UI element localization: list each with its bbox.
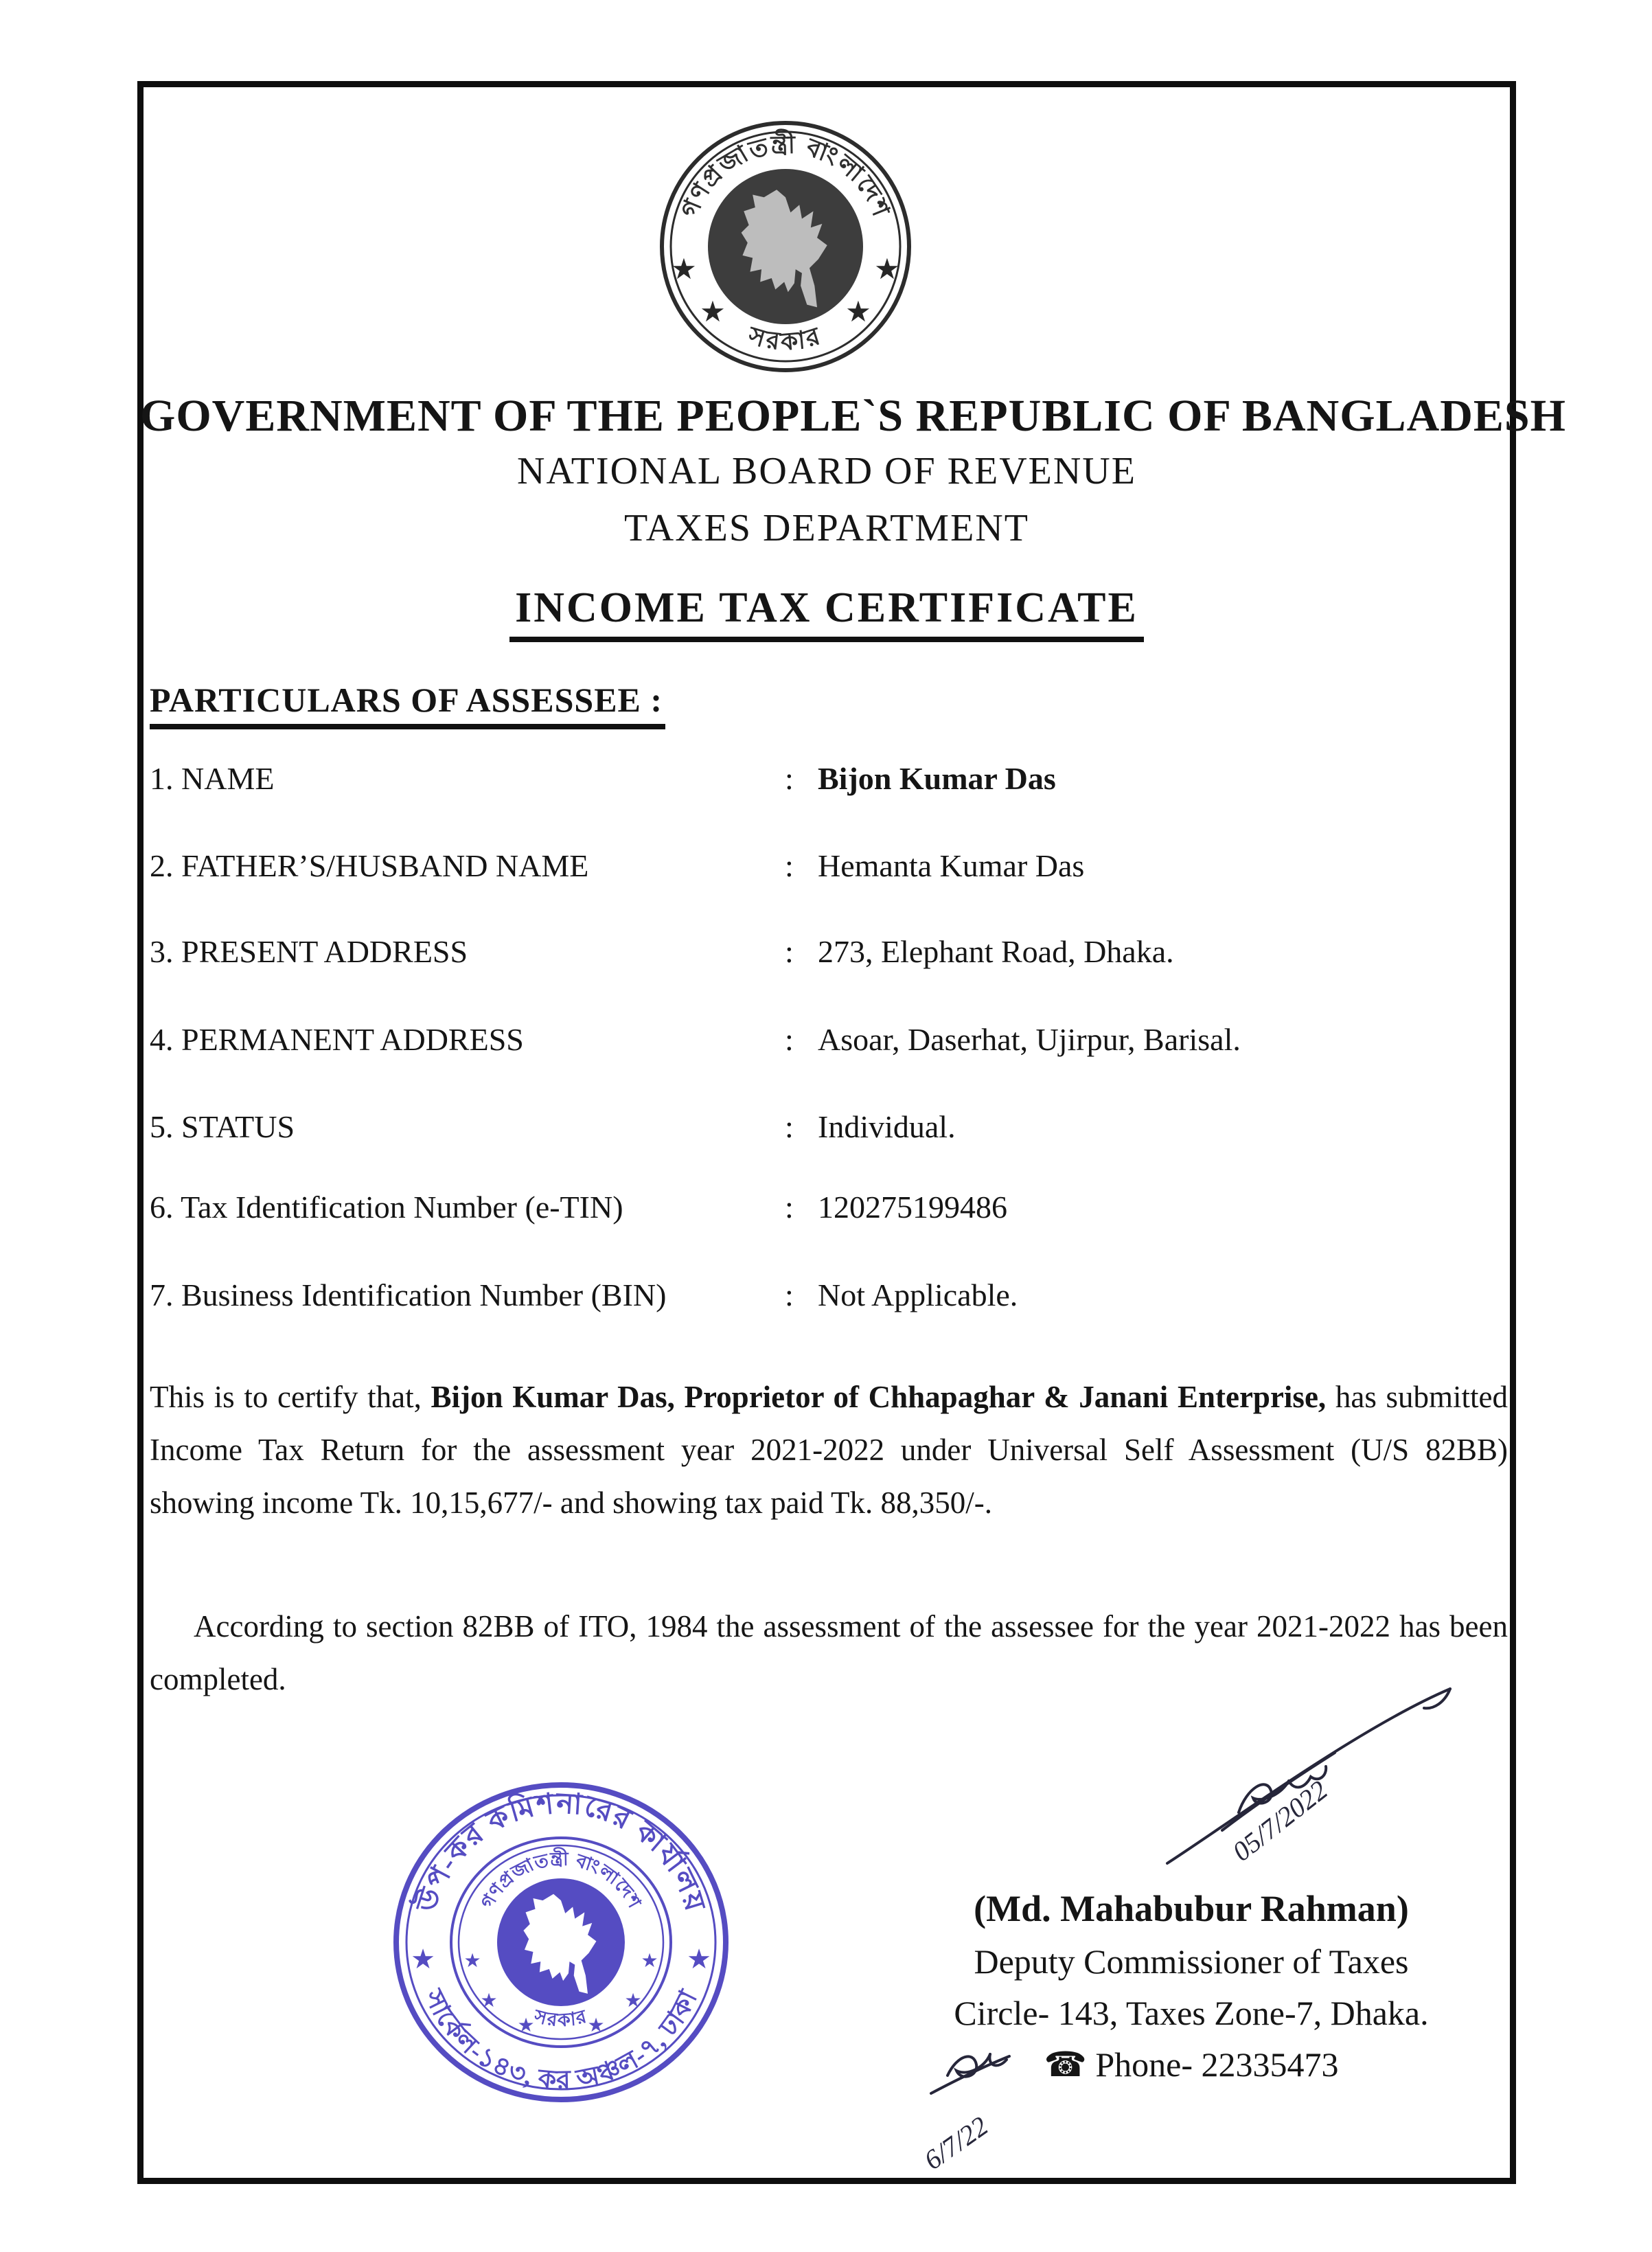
telephone-icon: ☎	[1044, 2045, 1087, 2084]
signatory-name: (Md. Mahabubur Rahman)	[974, 1888, 1409, 1929]
star-icon: ★	[411, 1944, 435, 1975]
star-icon: ★	[641, 1950, 658, 1972]
row-label: 4. PERMANENT ADDRESS	[150, 1022, 524, 1057]
row-label: 7. Business Identification Number (BIN)	[150, 1277, 667, 1312]
row-label: 6. Tax Identification Number (e-TIN)	[150, 1190, 623, 1225]
particular-row-present-address	[150, 934, 1508, 970]
certify-text-start: This is to certify that,	[150, 1380, 431, 1414]
row-colon: :	[785, 1277, 794, 1312]
emblem-ring-text-top: গণপ্রজাতন্ত্রী বাংলাদেশ	[675, 130, 896, 221]
office-seal-stamp	[391, 1780, 731, 2108]
particular-row-bin	[150, 1277, 1508, 1313]
certification-paragraph	[150, 1371, 1508, 1529]
star-icon: ★	[517, 2015, 535, 2036]
certificate-title-text: INCOME TAX CERTIFICATE	[509, 584, 1144, 642]
row-label: 2. FATHER’S/HUSBAND NAME	[150, 848, 589, 883]
particular-row-father	[150, 848, 1508, 884]
emblem-ring-text-bottom: সরকার	[745, 321, 826, 356]
star-icon: ★	[671, 254, 697, 286]
row-colon: :	[785, 1109, 794, 1144]
signatory-designation: Deputy Commissioner of Taxes	[974, 1942, 1409, 1981]
signatory-phone: Phone- 22335473	[1095, 2045, 1339, 2084]
row-value: Asoar, Daserhat, Ujirpur, Barisal.	[818, 1022, 1241, 1057]
star-icon: ★	[463, 1950, 481, 1972]
certificate-title	[140, 584, 1513, 642]
stamp-ring-text-top: উপ-কর কমিশনারের কার্যালয়	[411, 1788, 711, 1916]
star-icon: ★	[874, 254, 900, 286]
signature	[1154, 1665, 1469, 1878]
star-icon: ★	[587, 2015, 605, 2036]
row-value: Not Applicable.	[818, 1277, 1018, 1312]
handwritten-date: 05/7/2022	[1226, 1774, 1333, 1867]
row-colon: :	[785, 761, 794, 796]
row-value: 120275199486	[818, 1190, 1007, 1225]
row-label: 5. STATUS	[150, 1109, 295, 1144]
row-label: 1. NAME	[150, 761, 275, 796]
government-heading: GOVERNMENT OF THE PEOPLE`S REPUBLIC OF BANGLADESH	[140, 391, 1566, 441]
row-colon: :	[785, 1190, 794, 1225]
stamp-inner-text-top: গণপ্রজাতন্ত্রী বাংলাদেশ	[477, 1848, 645, 1912]
row-colon: :	[785, 848, 794, 883]
national-emblem-seal	[656, 115, 915, 378]
row-colon: :	[785, 1022, 794, 1057]
stamp-ring-text-bottom: সার্কেল-১৪৩, কর অঞ্চল-৭, ঢাকা	[418, 1985, 704, 2095]
star-icon: ★	[624, 1990, 642, 2012]
department-heading: TAXES DEPARTMENT	[624, 507, 1029, 549]
star-icon: ★	[700, 297, 726, 328]
row-label: 3. PRESENT ADDRESS	[150, 934, 468, 969]
star-icon: ★	[845, 297, 871, 328]
certify-text-rest: has submitted Income Tax Return for the assessment year 2021-2022 under Universal Self Assessment (U/S 82BB) showing income Tk. 10,15,677/- and showing tax paid Tk. 88,350/-.	[150, 1380, 1508, 1520]
signatory-office: Circle- 143, Taxes Zone-7, Dhaka.	[954, 1994, 1429, 2032]
particular-row-status	[150, 1109, 1508, 1145]
row-value: Hemanta Kumar Das	[818, 848, 1085, 883]
stamp-inner-text-bottom: সরকার	[532, 2005, 590, 2031]
particular-row-etin	[150, 1190, 1508, 1225]
star-icon: ★	[480, 1990, 498, 2012]
section-heading-text: PARTICULARS OF ASSESSEE :	[150, 680, 665, 729]
svg-text:সরকার	[531, 2005, 590, 2031]
svg-text:সরকার	[744, 321, 825, 356]
row-value: Individual.	[818, 1109, 956, 1144]
row-value: Bijon Kumar Das	[818, 761, 1056, 796]
star-icon: ★	[687, 1944, 711, 1975]
particular-row-name	[150, 761, 1508, 797]
row-colon: :	[785, 934, 794, 969]
section-heading	[150, 680, 665, 729]
board-heading: NATIONAL BOARD OF REVENUE	[517, 450, 1136, 492]
certify-text-bold: Bijon Kumar Das, Proprietor of Chhapaghar & Janani Enterprise,	[431, 1380, 1327, 1414]
row-value: 273, Elephant Road, Dhaka.	[818, 934, 1174, 969]
particular-row-permanent-address	[150, 1022, 1508, 1058]
assessment-paragraph: According to section 82BB of ITO, 1984 the assessment of the assessee for the year 2021-2022 has been completed.	[150, 1609, 1508, 1696]
handwritten-date-2: 6/7/22	[918, 2110, 994, 2176]
hand-initials	[905, 2026, 1097, 2184]
